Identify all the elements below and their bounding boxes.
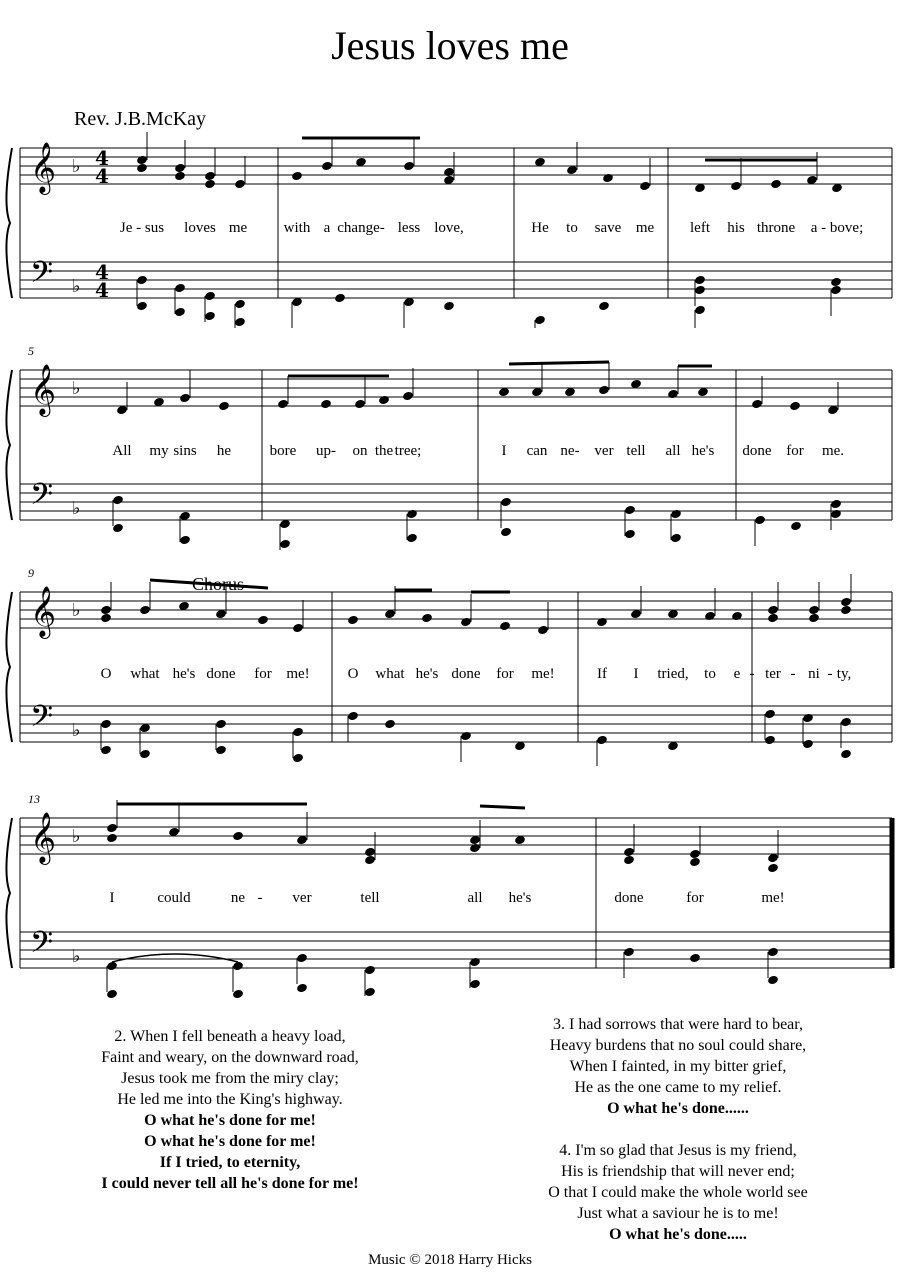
- flat-icon: ♭: [72, 946, 81, 967]
- lyric-syllable: me!: [531, 666, 555, 682]
- lyric-syllable: for: [786, 443, 804, 459]
- note: [789, 401, 801, 412]
- note: [291, 171, 303, 182]
- note: [754, 515, 766, 526]
- lyric-syllable: Je - sus: [119, 220, 165, 236]
- lyric-syllable: he's: [508, 890, 532, 906]
- verse-line: He led me into the King's highway.: [117, 1091, 343, 1108]
- lyric-syllable: I: [501, 443, 507, 459]
- note: [174, 283, 186, 294]
- time-signature: 4: [95, 164, 109, 188]
- note: [624, 529, 636, 540]
- note: [667, 389, 679, 400]
- time-signature: 4: [95, 260, 109, 284]
- lyric-syllable: ne-: [560, 443, 580, 459]
- note: [694, 305, 706, 316]
- note: [139, 605, 151, 616]
- note: [136, 163, 148, 174]
- lyric-syllable: my: [149, 443, 169, 459]
- beam: [509, 362, 609, 364]
- note: [204, 171, 216, 182]
- note: [234, 179, 246, 190]
- verse-line: His is friendship that will never end;: [561, 1163, 795, 1180]
- note: [598, 385, 610, 396]
- measure-number: 13: [28, 792, 40, 806]
- lyric-syllable: me: [228, 220, 248, 236]
- lyric-syllable: less: [397, 220, 421, 236]
- note: [830, 499, 842, 510]
- note: [106, 989, 118, 998]
- verse-line: O that I could make the whole world see: [548, 1184, 808, 1201]
- note: [689, 857, 701, 868]
- lyric-syllable: up-: [316, 443, 336, 459]
- note: [218, 401, 230, 412]
- note: [840, 749, 852, 760]
- verse-line: When I fainted, in my bitter grief,: [569, 1058, 787, 1075]
- verse-line: O what he's done for me!: [144, 1112, 316, 1129]
- note: [639, 181, 651, 192]
- flat-icon: ♭: [72, 156, 81, 177]
- verse-line: He as the one came to my relief.: [574, 1079, 782, 1096]
- brace: [6, 592, 12, 742]
- treble-clef-icon: 𝄞: [30, 142, 57, 193]
- verse-line: Heavy burdens that no soul could share,: [549, 1037, 807, 1054]
- lyric-syllable: me.: [821, 443, 845, 459]
- note: [537, 625, 549, 636]
- note: [694, 275, 706, 286]
- bass-clef-icon: 𝄢: [30, 256, 54, 297]
- note: [279, 539, 291, 550]
- note: [174, 307, 186, 318]
- lyric-syllable: tried,: [657, 666, 689, 682]
- flat-icon: ♭: [72, 378, 81, 399]
- note: [840, 597, 852, 608]
- lyric-syllable: sins: [173, 443, 197, 459]
- note: [751, 399, 763, 410]
- note: [234, 299, 246, 310]
- lyric-syllable: I: [109, 890, 115, 906]
- note: [830, 277, 842, 288]
- lyric-syllable: on: [352, 443, 368, 459]
- note: [321, 161, 333, 172]
- verse-2: [40, 1026, 420, 1194]
- note: [106, 823, 118, 834]
- note: [730, 181, 742, 192]
- note: [406, 533, 418, 544]
- lyric-syllable: All: [112, 443, 132, 459]
- note: [215, 745, 227, 756]
- note: [364, 855, 376, 866]
- lyric-syllable: throne: [756, 220, 796, 236]
- note: [292, 623, 304, 634]
- lyric-syllable: ter: [765, 666, 781, 682]
- flat-icon: ♭: [72, 498, 81, 519]
- verse-line: O what he's done......: [607, 1100, 749, 1117]
- note: [767, 605, 779, 616]
- lyric-syllable: all: [467, 890, 483, 906]
- note: [764, 735, 776, 746]
- treble-clef-icon: 𝄞: [30, 586, 57, 637]
- verse-line: [488, 1119, 868, 1140]
- note: [292, 753, 304, 764]
- lyric-syllable: love,: [434, 220, 464, 236]
- note: [406, 509, 418, 520]
- lyric-syllable: for: [254, 666, 272, 682]
- time-signature: 4: [95, 278, 109, 302]
- lyric-syllable: what: [375, 666, 405, 682]
- note: [347, 615, 359, 626]
- lyric-syllable: I: [633, 666, 639, 682]
- time-signature: 4: [95, 146, 109, 170]
- note: [364, 987, 376, 998]
- note: [106, 833, 118, 844]
- note: [623, 855, 635, 866]
- measure-number: 9: [28, 566, 34, 580]
- note: [840, 605, 852, 616]
- note: [100, 613, 112, 624]
- note: [731, 611, 743, 622]
- note: [443, 167, 455, 178]
- note: [802, 739, 814, 750]
- note: [830, 285, 842, 296]
- lyric-syllable: O: [347, 666, 359, 682]
- note: [136, 155, 148, 166]
- note: [354, 399, 366, 410]
- bass-clef-icon: 𝄢: [30, 926, 54, 967]
- note: [378, 395, 390, 406]
- lyric-syllable: e: [733, 666, 741, 682]
- note: [623, 947, 635, 958]
- note: [296, 953, 308, 964]
- bass-clef-icon: 𝄢: [30, 478, 54, 519]
- note: [174, 171, 186, 182]
- lyric-syllable: -: [257, 890, 263, 906]
- note: [106, 961, 118, 972]
- note: [112, 495, 124, 506]
- note: [596, 735, 608, 746]
- note: [277, 399, 289, 410]
- lyric-syllable: ver: [292, 890, 312, 906]
- note: [364, 965, 376, 976]
- note: [469, 979, 481, 990]
- lyric-syllable: he: [216, 443, 232, 459]
- lyric-syllable: loves: [184, 220, 216, 236]
- note: [767, 947, 779, 958]
- note: [100, 605, 112, 616]
- lyric-syllable: all: [665, 443, 681, 459]
- flat-icon: ♭: [72, 276, 81, 297]
- lyric-syllable: tell: [626, 443, 646, 459]
- lyric-syllable: his: [727, 220, 745, 236]
- lyric-syllable: -: [790, 666, 796, 682]
- verse-line: O what he's done for me!: [144, 1133, 316, 1150]
- verse-line: 4. I'm so glad that Jesus is my friend,: [559, 1142, 797, 1159]
- note: [215, 719, 227, 730]
- note: [136, 275, 148, 286]
- note: [534, 315, 546, 326]
- note: [689, 953, 701, 964]
- lyric-syllable: bore: [269, 443, 297, 459]
- lyric-syllable: me!: [286, 666, 310, 682]
- lyric-syllable: for: [686, 890, 704, 906]
- verse-line: I could never tell all he's done for me!: [101, 1175, 359, 1192]
- note: [257, 615, 269, 626]
- note: [292, 727, 304, 738]
- note: [767, 863, 779, 874]
- tie: [112, 954, 238, 962]
- copyright-footer: Music © 2018 Harry Hicks: [368, 1252, 532, 1268]
- lyric-syllable: the: [374, 443, 394, 459]
- note: [232, 831, 244, 842]
- note: [296, 983, 308, 994]
- bass-clef-icon: 𝄢: [30, 700, 54, 741]
- note: [334, 293, 346, 304]
- note: [384, 719, 396, 730]
- note: [623, 847, 635, 858]
- note: [624, 505, 636, 516]
- note: [139, 749, 151, 760]
- page-title: Jesus loves me: [331, 23, 569, 68]
- lyric-syllable: save: [594, 220, 622, 236]
- note: [808, 613, 820, 624]
- note: [136, 301, 148, 312]
- note: [204, 311, 216, 322]
- note: [500, 527, 512, 538]
- note: [670, 533, 682, 544]
- note: [179, 535, 191, 546]
- lyric-syllable: tell: [360, 890, 380, 906]
- note: [402, 391, 414, 402]
- lyric-syllable: to: [566, 220, 578, 236]
- note: [460, 617, 472, 628]
- note: [421, 613, 433, 624]
- note: [469, 957, 481, 968]
- lyricist-credit: Rev. J.B.McKay: [74, 108, 207, 130]
- verse-line: O what he's done.....: [609, 1226, 747, 1243]
- chorus-label: Chorus: [192, 574, 245, 594]
- note: [469, 843, 481, 854]
- brace: [6, 148, 12, 298]
- note: [100, 745, 112, 756]
- lyric-syllable: can: [526, 443, 548, 459]
- lyric-syllable: O: [100, 666, 112, 682]
- lyric-syllable: he's: [691, 443, 715, 459]
- note: [767, 613, 779, 624]
- note: [598, 301, 610, 312]
- lyric-syllable: he's: [172, 666, 196, 682]
- note: [179, 393, 191, 404]
- note: [830, 509, 842, 520]
- note: [204, 291, 216, 302]
- lyric-syllable: he's: [415, 666, 439, 682]
- note: [174, 163, 186, 174]
- lyric-syllable: done: [742, 443, 772, 459]
- note: [100, 719, 112, 730]
- note: [364, 847, 376, 858]
- lyric-syllable: ne: [230, 890, 246, 906]
- note: [770, 179, 782, 190]
- note: [840, 717, 852, 728]
- lyric-syllable: tree;: [394, 443, 422, 459]
- note: [767, 975, 779, 986]
- flat-icon: ♭: [72, 720, 81, 741]
- lyric-syllable: could: [157, 890, 191, 906]
- verses-3-4: [488, 1014, 868, 1245]
- note: [802, 713, 814, 724]
- note: [764, 709, 776, 720]
- note: [808, 605, 820, 616]
- treble-clef-icon: 𝄞: [30, 812, 57, 863]
- note: [232, 989, 244, 998]
- verse-line: 3. I had sorrows that were hard to bear,: [553, 1016, 803, 1033]
- lyric-syllable: a - bove;: [810, 220, 864, 236]
- lyric-syllable: for: [496, 666, 514, 682]
- treble-clef-icon: 𝄞: [30, 364, 57, 415]
- note: [704, 611, 716, 622]
- lyric-syllable: what: [130, 666, 160, 682]
- lyric-syllable: He: [531, 220, 549, 236]
- note: [320, 399, 332, 410]
- measure-number: 5: [28, 344, 34, 358]
- verse-line: If I tried, to eternity,: [159, 1154, 301, 1171]
- brace: [6, 818, 12, 968]
- lyric-syllable: -: [827, 666, 833, 682]
- note: [443, 301, 455, 312]
- verse-line: Jesus took me from the miry clay;: [121, 1070, 339, 1087]
- note: [112, 523, 124, 534]
- verse-line: Faint and weary, on the downward road,: [101, 1049, 359, 1066]
- brace: [6, 370, 12, 520]
- lyric-syllable: me!: [761, 890, 785, 906]
- note: [460, 731, 472, 742]
- lyric-syllable: done: [614, 890, 644, 906]
- lyric-syllable: ni: [808, 666, 820, 682]
- lyric-syllable: ver: [594, 443, 614, 459]
- lyric-syllable: done: [451, 666, 481, 682]
- verse-line: 2. When I fell beneath a heavy load,: [114, 1028, 346, 1045]
- flat-icon: ♭: [72, 826, 81, 847]
- note: [670, 509, 682, 520]
- note: [234, 317, 246, 328]
- note: [499, 621, 511, 632]
- note: [694, 285, 706, 296]
- note: [790, 521, 802, 532]
- lyric-syllable: with: [283, 220, 311, 236]
- lyric-syllable: If: [597, 666, 607, 682]
- lyric-syllable: -: [749, 666, 755, 682]
- lyric-syllable: a: [323, 220, 331, 236]
- note: [204, 179, 216, 190]
- note: [602, 173, 614, 184]
- lyric-syllable: left: [690, 220, 710, 236]
- lyric-syllable: ty,: [836, 666, 852, 682]
- lyric-syllable: to: [704, 666, 716, 682]
- lyric-syllable: me: [635, 220, 655, 236]
- note: [232, 961, 244, 972]
- note: [347, 711, 359, 722]
- note: [689, 849, 701, 860]
- lyric-syllable: done: [206, 666, 236, 682]
- note: [500, 497, 512, 508]
- note: [596, 617, 608, 628]
- note: [403, 161, 415, 172]
- beam: [480, 806, 525, 808]
- verse-line: Just what a saviour he is to me!: [577, 1205, 779, 1222]
- lyric-syllable: change-: [337, 220, 385, 236]
- flat-icon: ♭: [72, 600, 81, 621]
